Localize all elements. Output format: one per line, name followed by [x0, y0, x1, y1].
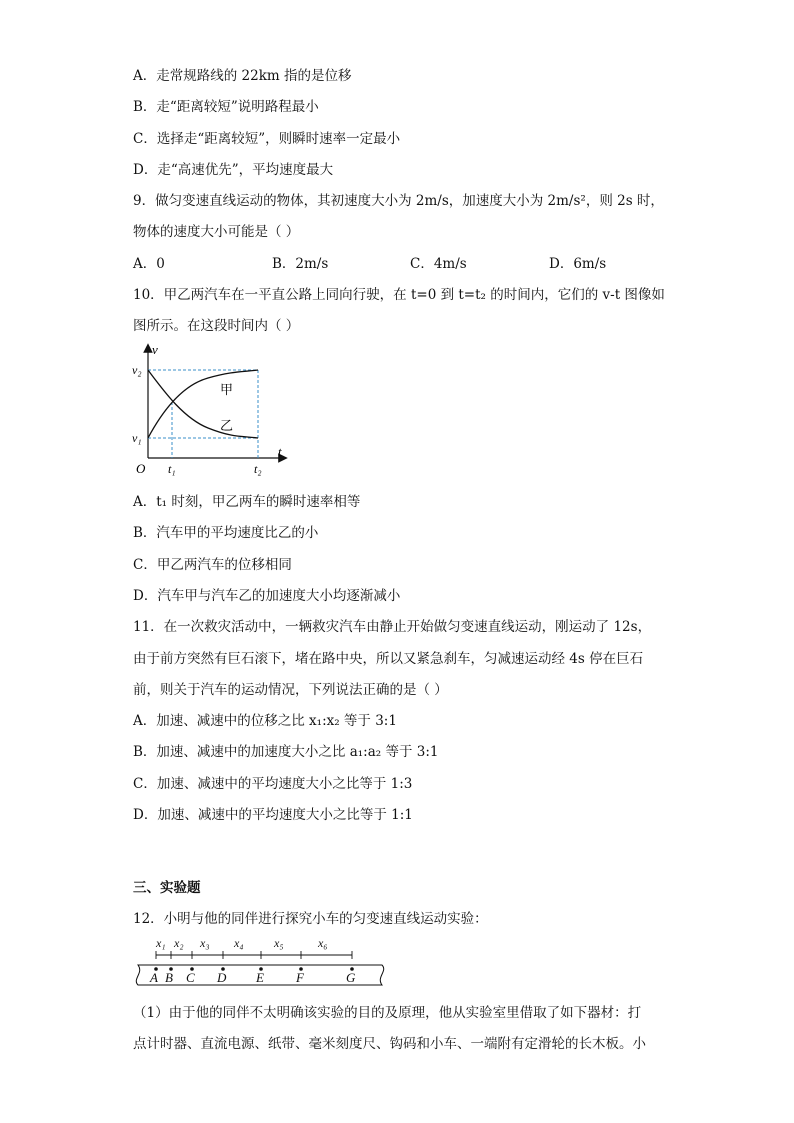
seg-label-x2: x₂	[174, 936, 184, 950]
q11-option-c: C．加速、减速中的平均速度大小之比等于 1:3	[133, 776, 413, 792]
q10-option-c: C．甲乙两汽车的位移相同	[133, 557, 292, 573]
origin-label: O	[136, 461, 146, 476]
q11-stem-line2: 由于前方突然有巨石滚下，堵在路中央，所以又紧急刹车，匀减速运动经 4s 停在巨石	[133, 651, 644, 667]
seg-label-x4: x₄	[234, 936, 244, 950]
seg-label-x3: x₃	[200, 936, 210, 950]
q10-vt-graph	[128, 340, 298, 480]
seg-label-x1: x₁	[156, 936, 166, 950]
q8-option-c: C．选择走“距离较短”，则瞬时速率一定最小	[133, 131, 401, 147]
q10-stem-line2: 图所示。在这段时间内（ ）	[133, 318, 300, 334]
q8-option-a: A．走常规路线的 22km 指的是位移	[133, 68, 352, 84]
q11-stem-line1: 11．在一次救灾活动中，一辆救灾汽车由静止开始做匀变速直线运动，刚运动了 12s，	[133, 619, 652, 635]
q9-option-d: D．6m/s	[549, 256, 607, 272]
q11-option-a: A．加速、减速中的位移之比 x₁:x₂ 等于 3:1	[133, 713, 397, 729]
jia-label: 甲	[220, 382, 234, 397]
q10-stem-line1: 10．甲乙两汽车在一平直公路上同向行驶，在 t=0 到 t=t₂ 的时间内，它们的 v-t 图像如	[133, 287, 665, 303]
q9-stem-line1: 9．做匀变速直线运动的物体，其初速度大小为 2m/s，加速度大小为 2m/s²，则 2s 时，	[133, 193, 664, 209]
v2-label: v₂	[132, 363, 142, 377]
q11-option-d: D．加速、减速中的平均速度大小之比等于 1:1	[133, 807, 413, 823]
q10-option-a: A．t₁ 时刻，甲乙两车的瞬时速率相等	[133, 494, 361, 510]
q8-option-b: B．走“距离较短”说明路程最小	[133, 99, 319, 115]
q9-option-a: A．0	[133, 256, 165, 272]
point-label-g: G	[346, 970, 356, 985]
q12-part1-line1: （1）由于他的同伴不太明确该实验的目的及原理，他从实验室里借取了如下器材：打	[133, 1005, 642, 1021]
curve-jia	[148, 370, 258, 438]
q12-paper-tape	[130, 933, 390, 993]
seg-label-x6: x₆	[318, 936, 328, 950]
v1-label: v₁	[132, 431, 142, 445]
q11-stem-line3: 前，则关于汽车的运动情况，下列说法正确的是（ ）	[133, 682, 448, 698]
point-label-c: C	[186, 970, 195, 985]
t1-label: t₁	[168, 462, 176, 476]
seg-label-x5: x₅	[274, 936, 284, 950]
q10-option-b: B．汽车甲的平均速度比乙的小	[133, 525, 319, 541]
q10-option-d: D．汽车甲与汽车乙的加速度大小均逐渐减小	[133, 588, 401, 604]
q11-option-b: B．加速、减速中的加速度大小之比 a₁:a₂ 等于 3:1	[133, 744, 439, 760]
q9-option-c: C．4m/s	[410, 256, 467, 272]
q12-part1-line2: 点计时器、直流电源、纸带、毫米刻度尺、钩码和小车、一端附有定滑轮的长木板。小	[133, 1036, 646, 1052]
section-title: 三、实验题	[133, 880, 201, 896]
t2-label: t₂	[254, 462, 262, 476]
yi-label: 乙	[220, 418, 234, 433]
point-label-d: D	[217, 970, 227, 985]
q9-stem-line2: 物体的速度大小可能是（ ）	[133, 224, 300, 240]
point-label-e: E	[256, 970, 264, 985]
point-label-b: B	[165, 970, 173, 985]
q9-option-b: B．2m/s	[272, 256, 329, 272]
point-label-a: A	[150, 970, 158, 985]
q8-option-d: D．走“高速优先”，平均速度最大	[133, 162, 334, 178]
t-axis-label: t	[278, 444, 282, 459]
point-label-f: F	[296, 970, 304, 985]
v-axis-label: v	[152, 342, 158, 357]
q12-stem: 12．小明与他的同伴进行探究小车的匀变速直线运动实验：	[133, 911, 488, 927]
